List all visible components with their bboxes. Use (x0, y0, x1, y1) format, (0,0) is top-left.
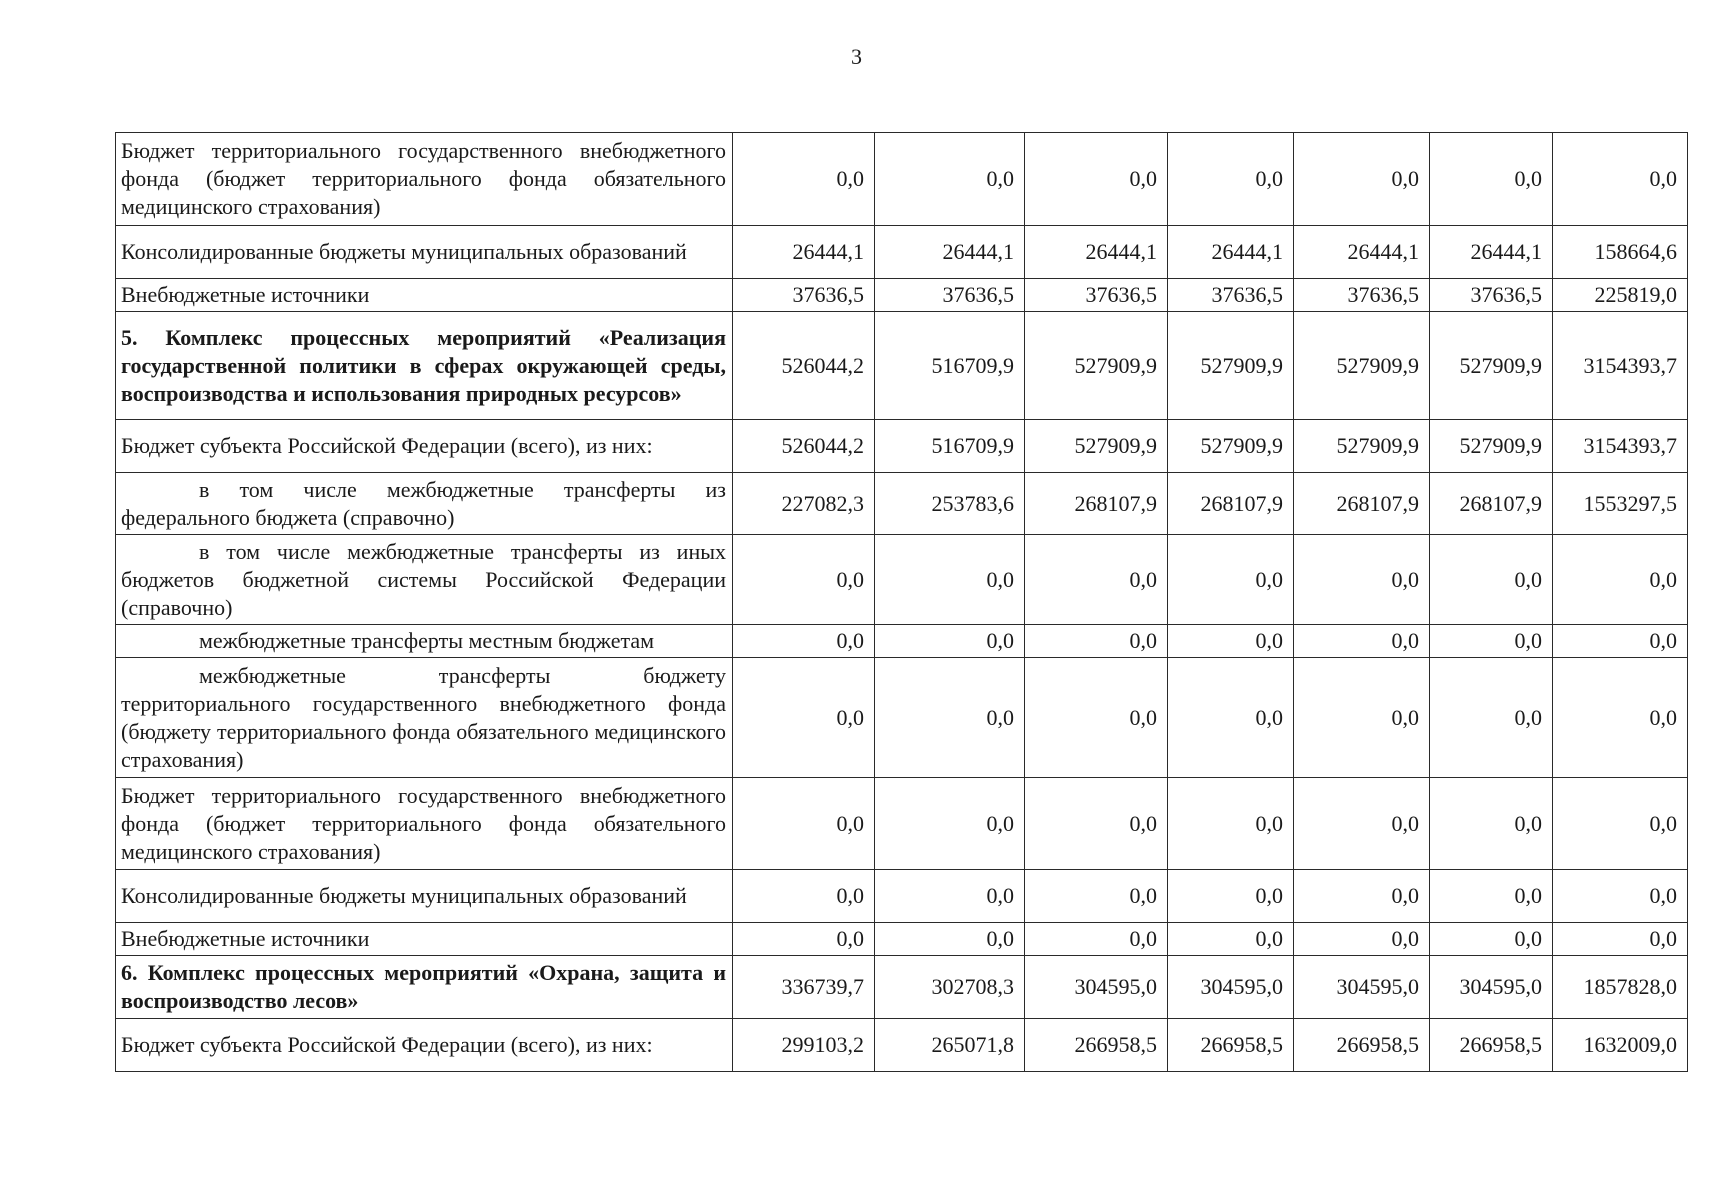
row-total-cell: 3154393,7 (1553, 312, 1688, 420)
year-value-cell: 527909,9 (1168, 420, 1294, 473)
year-value-cell: 0,0 (1294, 923, 1430, 956)
year-value-cell: 268107,9 (1168, 473, 1294, 535)
row-label: Внебюджетные источники (116, 923, 733, 956)
year-value-cell: 0,0 (733, 870, 875, 923)
year-value-cell: 37636,5 (1025, 279, 1168, 312)
year-value-cell: 266958,5 (1430, 1019, 1553, 1072)
year-value-cell: 268107,9 (1025, 473, 1168, 535)
year-value-cell: 265071,8 (875, 1019, 1025, 1072)
row-total-cell: 1857828,0 (1553, 956, 1688, 1019)
year-value-cell: 304595,0 (1168, 956, 1294, 1019)
year-value-cell: 0,0 (1025, 658, 1168, 778)
table-row (116, 625, 1688, 658)
row-total-cell: 0,0 (1553, 778, 1688, 870)
table-row (116, 420, 1688, 473)
year-value-cell: 0,0 (1168, 923, 1294, 956)
year-value-cell: 0,0 (1430, 923, 1553, 956)
table-row (116, 778, 1688, 870)
row-label: межбюджетные трансферты бюджету территориального государственного внебюджетного фонда (бюджету территориального фонда обязательного медицинского страхования) (116, 658, 733, 778)
year-value-cell: 527909,9 (1430, 420, 1553, 473)
row-total-cell: 158664,6 (1553, 226, 1688, 279)
year-value-cell: 0,0 (1168, 778, 1294, 870)
year-value-cell: 37636,5 (875, 279, 1025, 312)
year-value-cell: 266958,5 (1294, 1019, 1430, 1072)
year-value-cell: 268107,9 (1430, 473, 1553, 535)
page-number: 3 (851, 44, 862, 69)
budget-table-body (116, 133, 1688, 1072)
year-value-cell: 0,0 (1025, 870, 1168, 923)
year-value-cell: 268107,9 (1294, 473, 1430, 535)
year-value-cell: 0,0 (733, 778, 875, 870)
year-value-cell: 266958,5 (1168, 1019, 1294, 1072)
year-value-cell: 0,0 (1025, 535, 1168, 625)
row-total-cell: 0,0 (1553, 923, 1688, 956)
table-row (116, 312, 1688, 420)
year-value-cell: 0,0 (733, 133, 875, 226)
year-value-cell: 0,0 (733, 658, 875, 778)
year-value-cell: 0,0 (875, 133, 1025, 226)
year-value-cell: 0,0 (1294, 625, 1430, 658)
row-label: Бюджет субъекта Российской Федерации (всего), из них: (116, 420, 733, 473)
year-value-cell: 527909,9 (1025, 420, 1168, 473)
year-value-cell: 26444,1 (1168, 226, 1294, 279)
row-label: 5. Комплекс процессных мероприятий «Реализация государственной политики в сферах окружающей среды, воспроизводства и использования природных ресурсов» (116, 312, 733, 420)
year-value-cell: 26444,1 (733, 226, 875, 279)
year-value-cell: 0,0 (875, 923, 1025, 956)
row-total-cell: 0,0 (1553, 870, 1688, 923)
year-value-cell: 0,0 (1025, 625, 1168, 658)
table-row (116, 956, 1688, 1019)
year-value-cell: 516709,9 (875, 420, 1025, 473)
year-value-cell: 526044,2 (733, 312, 875, 420)
year-value-cell: 304595,0 (1294, 956, 1430, 1019)
year-value-cell: 0,0 (1430, 625, 1553, 658)
year-value-cell: 527909,9 (1294, 420, 1430, 473)
table-row (116, 226, 1688, 279)
row-label: Бюджет территориального государственного внебюджетного фонда (бюджет территориального фонда обязательного медицинского страхования) (116, 133, 733, 226)
year-value-cell: 302708,3 (875, 956, 1025, 1019)
year-value-cell: 0,0 (1294, 658, 1430, 778)
row-total-cell: 1632009,0 (1553, 1019, 1688, 1072)
year-value-cell: 26444,1 (875, 226, 1025, 279)
year-value-cell: 26444,1 (1025, 226, 1168, 279)
year-value-cell: 0,0 (875, 625, 1025, 658)
table-row (116, 473, 1688, 535)
year-value-cell: 0,0 (875, 778, 1025, 870)
year-value-cell: 299103,2 (733, 1019, 875, 1072)
year-value-cell: 26444,1 (1430, 226, 1553, 279)
year-value-cell: 516709,9 (875, 312, 1025, 420)
year-value-cell: 0,0 (1025, 133, 1168, 226)
year-value-cell: 0,0 (1430, 658, 1553, 778)
row-total-cell: 225819,0 (1553, 279, 1688, 312)
table-row (116, 535, 1688, 625)
table-row (116, 658, 1688, 778)
row-total-cell: 0,0 (1553, 535, 1688, 625)
year-value-cell: 0,0 (1430, 133, 1553, 226)
year-value-cell: 37636,5 (733, 279, 875, 312)
year-value-cell: 0,0 (875, 535, 1025, 625)
table-row (116, 1019, 1688, 1072)
row-total-cell: 0,0 (1553, 133, 1688, 226)
year-value-cell: 0,0 (875, 658, 1025, 778)
row-total-cell: 0,0 (1553, 625, 1688, 658)
year-value-cell: 0,0 (733, 923, 875, 956)
table-row (116, 279, 1688, 312)
row-total-cell: 3154393,7 (1553, 420, 1688, 473)
row-label: Бюджет территориального государственного внебюджетного фонда (бюджет территориального фонда обязательного медицинского страхования) (116, 778, 733, 870)
year-value-cell: 527909,9 (1430, 312, 1553, 420)
row-label: межбюджетные трансферты местным бюджетам (116, 625, 733, 658)
year-value-cell: 304595,0 (1025, 956, 1168, 1019)
year-value-cell: 0,0 (1168, 658, 1294, 778)
year-value-cell: 0,0 (733, 535, 875, 625)
year-value-cell: 227082,3 (733, 473, 875, 535)
year-value-cell: 0,0 (1168, 625, 1294, 658)
year-value-cell: 0,0 (1294, 870, 1430, 923)
table-row (116, 923, 1688, 956)
year-value-cell: 37636,5 (1294, 279, 1430, 312)
table-row (116, 133, 1688, 226)
year-value-cell: 0,0 (875, 870, 1025, 923)
year-value-cell: 336739,7 (733, 956, 875, 1019)
year-value-cell: 527909,9 (1025, 312, 1168, 420)
year-value-cell: 0,0 (1025, 778, 1168, 870)
budget-table (115, 132, 1688, 1072)
year-value-cell: 37636,5 (1430, 279, 1553, 312)
row-label: Внебюджетные источники (116, 279, 733, 312)
year-value-cell: 0,0 (1430, 535, 1553, 625)
row-total-cell: 0,0 (1553, 658, 1688, 778)
row-label: Бюджет субъекта Российской Федерации (всего), из них: (116, 1019, 733, 1072)
year-value-cell: 266958,5 (1025, 1019, 1168, 1072)
year-value-cell: 0,0 (1430, 870, 1553, 923)
year-value-cell: 527909,9 (1294, 312, 1430, 420)
year-value-cell: 253783,6 (875, 473, 1025, 535)
row-label: Консолидированные бюджеты муниципальных образований (116, 870, 733, 923)
year-value-cell: 37636,5 (1168, 279, 1294, 312)
year-value-cell: 0,0 (1168, 535, 1294, 625)
year-value-cell: 26444,1 (1294, 226, 1430, 279)
table-row (116, 870, 1688, 923)
year-value-cell: 0,0 (1294, 535, 1430, 625)
year-value-cell: 0,0 (733, 625, 875, 658)
year-value-cell: 0,0 (1168, 870, 1294, 923)
year-value-cell: 526044,2 (733, 420, 875, 473)
year-value-cell: 0,0 (1294, 133, 1430, 226)
year-value-cell: 0,0 (1294, 778, 1430, 870)
row-label: Консолидированные бюджеты муниципальных образований (116, 226, 733, 279)
year-value-cell: 0,0 (1168, 133, 1294, 226)
row-label: 6. Комплекс процессных мероприятий «Охрана, защита и воспроизводство лесов» (116, 956, 733, 1019)
row-total-cell: 1553297,5 (1553, 473, 1688, 535)
year-value-cell: 304595,0 (1430, 956, 1553, 1019)
row-label: в том числе межбюджетные трансферты из иных бюджетов бюджетной системы Российской Федерации (справочно) (116, 535, 733, 625)
year-value-cell: 0,0 (1430, 778, 1553, 870)
year-value-cell: 527909,9 (1168, 312, 1294, 420)
row-label: в том числе межбюджетные трансферты из федерального бюджета (справочно) (116, 473, 733, 535)
year-value-cell: 0,0 (1025, 923, 1168, 956)
